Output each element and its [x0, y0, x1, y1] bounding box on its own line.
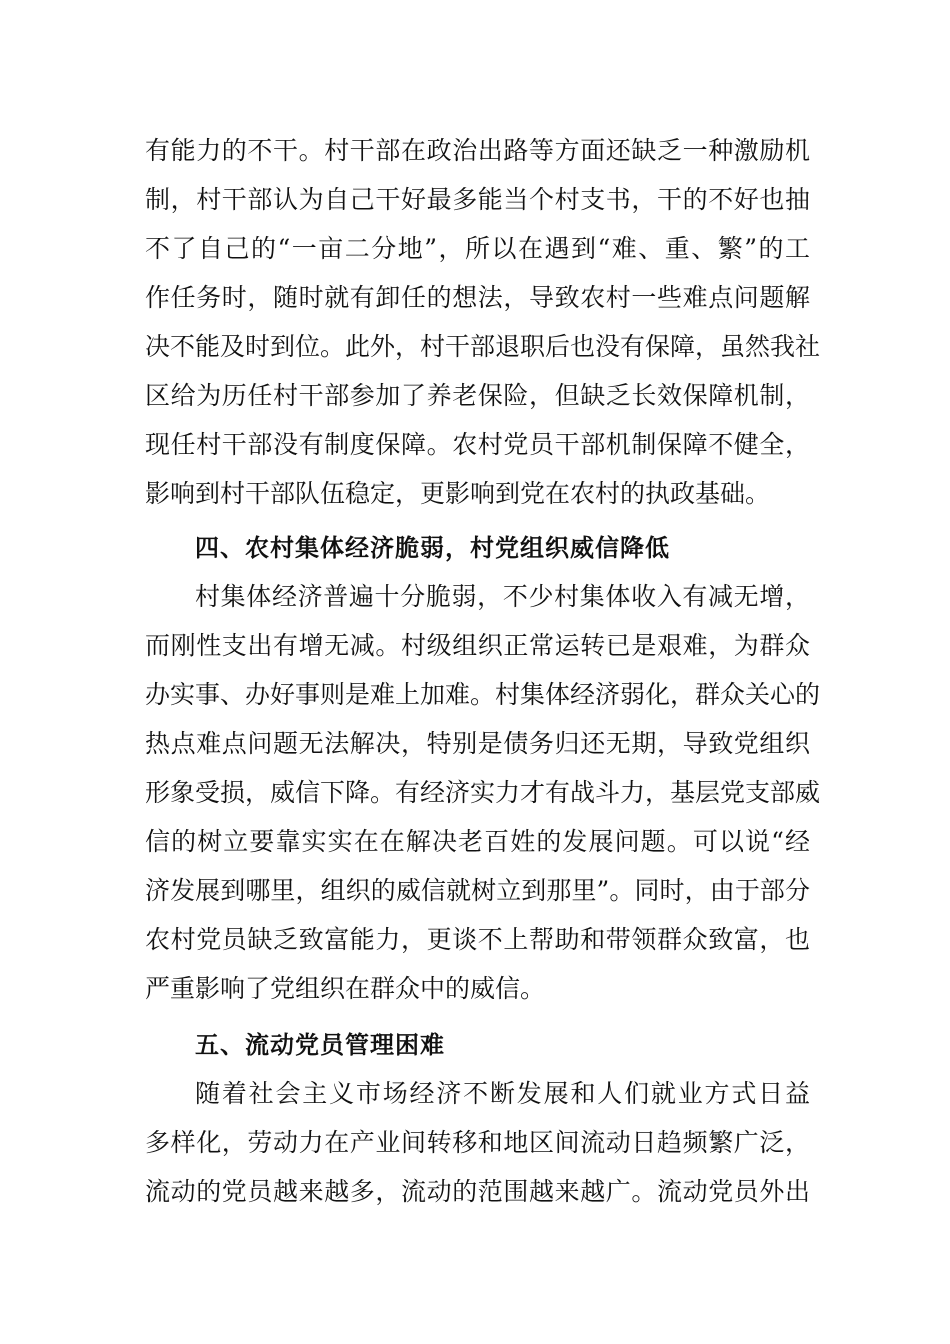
text-line: 不了自己的“一亩二分地”，所以在遇到“难、重、繁”的工 [145, 234, 810, 263]
text-line: 村集体经济普遍十分脆弱，不少村集体收入有减无增， [195, 582, 810, 611]
text-line: 随着社会主义市场经济不断发展和人们就业方式日益 [195, 1079, 810, 1108]
section-heading-4: 四、农村集体经济脆弱，村党组织威信降低 [195, 534, 670, 562]
text-line: 办实事、办好事则是难上加难。村集体经济弱化，群众关心的 [145, 680, 821, 709]
text-line: 区给为历任村干部参加了养老保险，但缺乏长效保障机制， [145, 381, 810, 410]
text-line: 信的树立要靠实实在在解决老百姓的发展问题。可以说“经 [145, 827, 810, 856]
text-line: 流动的党员越来越多，流动的范围越来越广。流动党员外出 [145, 1177, 810, 1206]
text-line: 决不能及时到位。此外，村干部退职后也没有保障，虽然我社 [145, 332, 821, 361]
text-line: 现任村干部没有制度保障。农村党员干部机制保障不健全， [145, 430, 810, 459]
text-line: 形象受损，威信下降。有经济实力才有战斗力，基层党支部威 [145, 778, 821, 807]
text-line: 有能力的不干。村干部在政治出路等方面还缺乏一种激励机 [145, 136, 810, 165]
text-line: 而刚性支出有增无减。村级组织正常运转已是艰难，为群众 [145, 631, 810, 660]
text-line: 热点难点问题无法解决，特别是债务归还无期，导致党组织 [145, 729, 810, 758]
text-line: 农村党员缺乏致富能力，更谈不上帮助和带领群众致富，也 [145, 925, 810, 954]
section-heading-5: 五、流动党员管理困难 [195, 1031, 445, 1059]
text-line: 济发展到哪里，组织的威信就树立到那里”。同时，由于部分 [145, 876, 810, 905]
text-line: 影响到村干部队伍稳定，更影响到党在农村的执政基础。 [145, 479, 771, 508]
text-line: 严重影响了党组织在群众中的威信。 [145, 974, 546, 1003]
text-line: 制，村干部认为自己干好最多能当个村支书，干的不好也抽 [145, 185, 810, 214]
text-line: 多样化，劳动力在产业间转移和地区间流动日趋频繁广泛， [145, 1128, 810, 1157]
text-line: 作任务时，随时就有卸任的想法，导致农村一些难点问题解 [145, 283, 810, 312]
